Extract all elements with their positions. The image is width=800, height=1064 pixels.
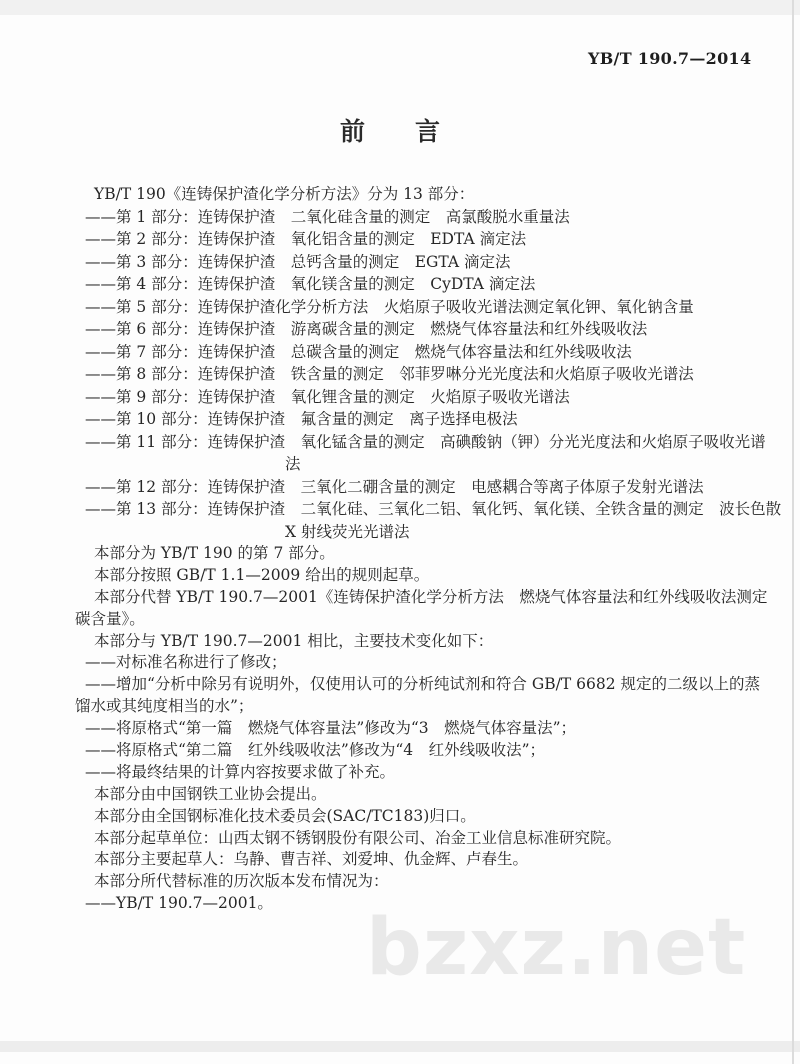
foreword-text-line: 本部分由全国钢标准化技术委员会(SAC/TC183)归口。 [94, 806, 476, 825]
standard-number: YB/T 190.7—2014 [588, 49, 752, 68]
page-top-edge-strip [0, 0, 800, 15]
foreword-list-line: ——YB/T 190.7—2001。 [85, 894, 273, 913]
foreword-list-line: ——第 13 部分：连铸保护渣 二氧化硅、三氧化二铝、氧化钙、氧化镁、全铁含量的测定 波长色散 [85, 500, 782, 518]
foreword-text-line: 本部分主要起草人：乌静、曹吉祥、刘爱坤、仇金辉、卢春生。 [94, 850, 529, 869]
foreword-text-line: 本部分起草单位：山西太钢不锈钢股份有限公司、冶金工业信息标准研究院。 [94, 828, 622, 847]
foreword-text-line: 本部分与 YB/T 190.7—2001 相比，主要技术变化如下： [94, 631, 494, 650]
foreword-body [75, 183, 782, 915]
foreword-text-line: YB/T 190《连铸保护渣化学分析方法》分为 13 部分： [94, 185, 475, 203]
foreword-list-line: ——第 12 部分：连铸保护渣 三氧化二硼含量的测定 电感耦合等离子体原子发射光谱法 [85, 477, 704, 496]
foreword-list-line: ——第 10 部分：连铸保护渣 氟含量的测定 离子选择电极法 [85, 410, 518, 428]
foreword-list-line: ——第 7 部分：连铸保护渣 总碳含量的测定 燃烧气体容量法和红外线吸收法 [85, 342, 632, 361]
foreword-list-line: ——将最终结果的计算内容按要求做了补充。 [85, 762, 396, 781]
foreword-list-line: ——第 6 部分：连铸保护渣 游离碳含量的测定 燃烧气体容量法和红外线吸收法 [85, 320, 648, 338]
foreword-text-line: 本部分代替 YB/T 190.7—2001《连铸保护渣化学分析方法 燃烧气体容量法和红外线吸收法测定 [94, 587, 768, 606]
foreword-text-line: 本部分由中国钢铁工业协会提出。 [94, 784, 327, 803]
foreword-text-line: 本部分为 YB/T 190 的第 7 部分。 [94, 544, 335, 562]
page-title: 前 言 [339, 118, 440, 146]
page-bottom-edge-strip [0, 1041, 800, 1052]
foreword-list-line: ——增加“分析中除另有说明外，仅使用认可的分析纯试剂和符合 GB/T 6682 规定的二级以上的蒸 [85, 675, 760, 694]
foreword-text-line: 本部分按照 GB/T 1.1—2009 给出的规则起草。 [94, 565, 430, 584]
foreword-list-line: ——第 4 部分：连铸保护渣 氧化镁含量的测定 CyDTA 滴定法 [85, 275, 536, 293]
foreword-list-line: ——第 2 部分：连铸保护渣 氧化铝含量的测定 EDTA 滴定法 [85, 230, 527, 248]
foreword-text-line: 本部分所代替标准的历次版本发布情况为： [94, 872, 389, 891]
watermark: bzxz.net [366, 903, 747, 993]
foreword-list-line: ——第 5 部分：连铸保护渣化学分析方法 火焰原子吸收光谱法测定氧化钾、氧化钠含量 [85, 297, 694, 316]
parts-list-section [75, 183, 782, 543]
foreword-list-line: ——第 3 部分：连铸保护渣 总钙含量的测定 EGTA 滴定法 [85, 252, 511, 271]
foreword-list-line: ——将原格式“第二篇 红外线吸收法”修改为“4 红外线吸收法”； [85, 741, 546, 760]
foreword-list-line: ——第 9 部分：连铸保护渣 氧化锂含量的测定 火焰原子吸收光谱法 [85, 387, 570, 406]
foreword-list-line: ——第 1 部分：连铸保护渣 二氧化硅含量的测定 高氯酸脱水重量法 [85, 207, 570, 226]
page-right-edge-line [792, 0, 794, 1064]
notes-section [75, 543, 768, 915]
foreword-text-line: 碳含量》。 [75, 609, 145, 628]
foreword-list-line: ——对标准名称进行了修改； [85, 653, 287, 672]
foreword-text-line: 馏水或其纯度相当的水”； [75, 697, 254, 716]
foreword-text-line: X 射线荧光光谱法 [285, 522, 410, 541]
foreword-list-line: ——将原格式“第一篇 燃烧气体容量法”修改为“3 燃烧气体容量法”； [85, 719, 577, 738]
foreword-list-line: ——第 11 部分：连铸保护渣 氧化锰含量的测定 高碘酸钠（钾）分光光度法和火焰原子吸收光谱 [85, 432, 766, 451]
foreword-text-line: 法 [285, 455, 301, 473]
foreword-list-line: ——第 8 部分：连铸保护渣 铁含量的测定 邻菲罗啉分光光度法和火焰原子吸收光谱法 [85, 365, 694, 383]
